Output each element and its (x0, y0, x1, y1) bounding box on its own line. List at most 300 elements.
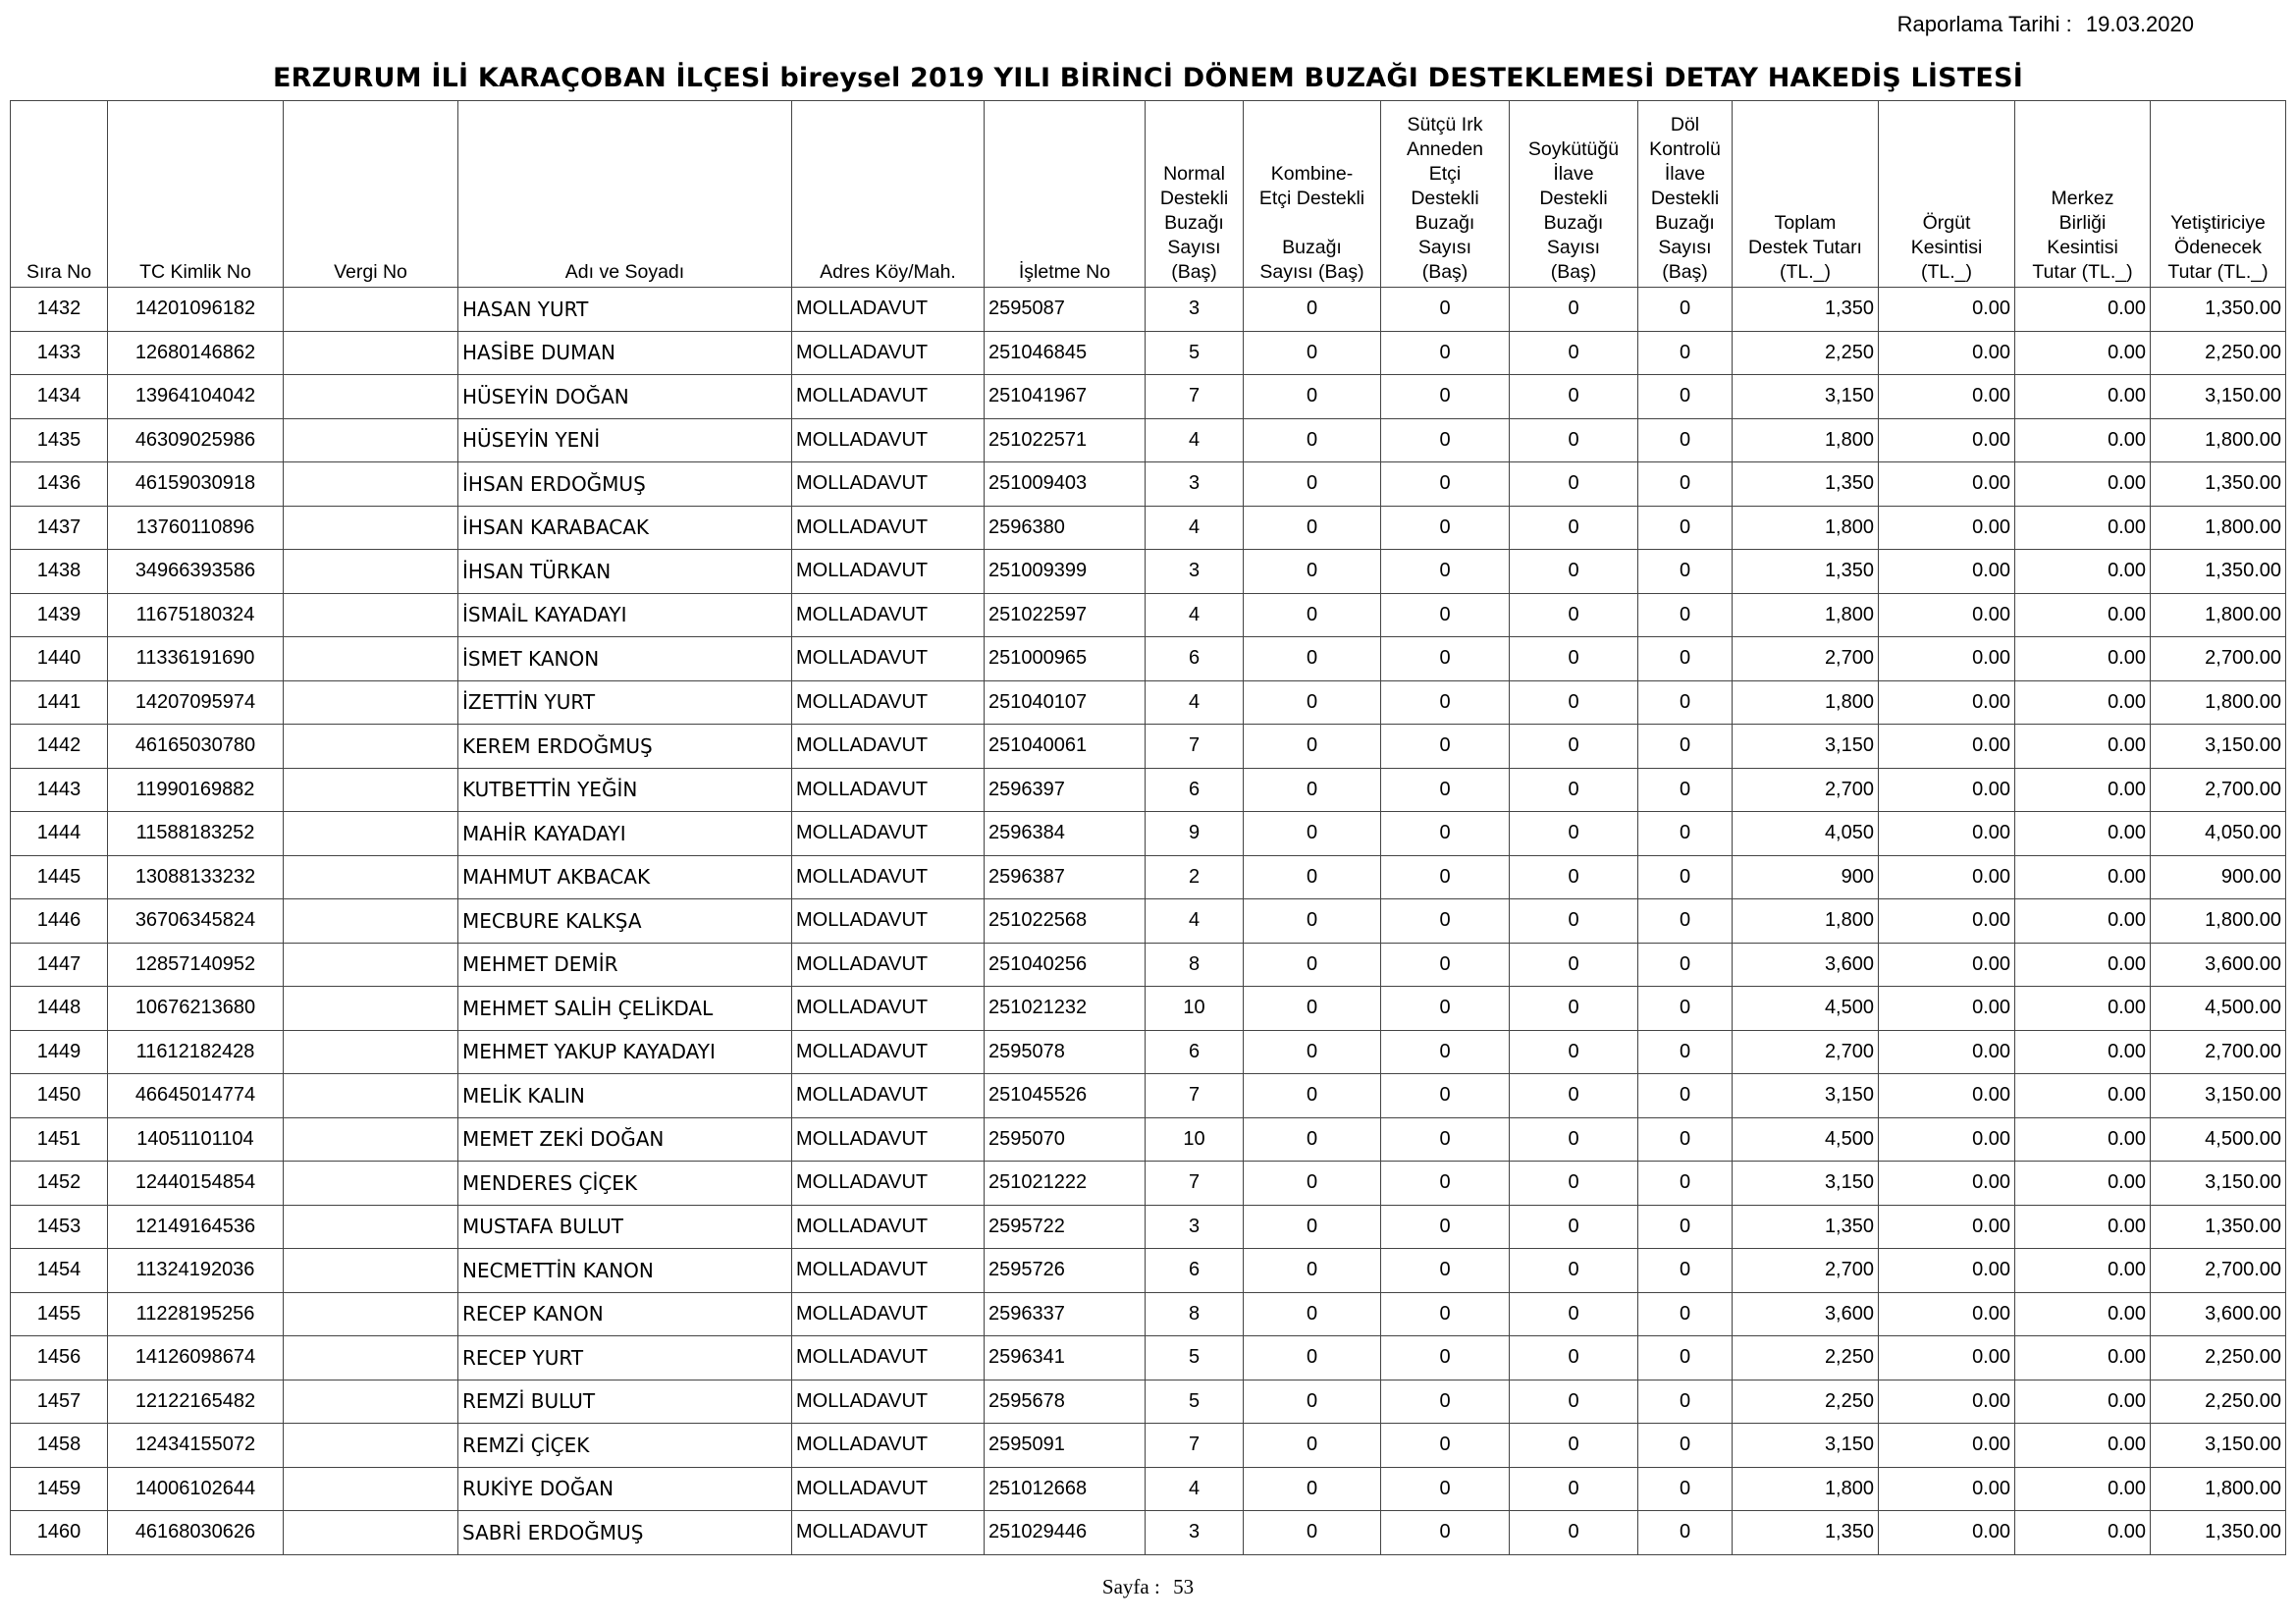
cell-tc-kimlik-no: 14201096182 (108, 288, 284, 332)
cell-soykutugu: 0 (1510, 1030, 1638, 1074)
cell-adres: MOLLADAVUT (792, 1074, 985, 1118)
cell-tc-kimlik-no: 13088133232 (108, 855, 284, 899)
cell-tc-kimlik-no: 46168030626 (108, 1511, 284, 1555)
cell-orgut-kesintisi: 0.00 (1879, 812, 2015, 856)
cell-sira-no: 1457 (11, 1380, 108, 1424)
cell-vergi-no (284, 1292, 458, 1336)
cell-odenecek-tutar: 1,800.00 (2151, 593, 2286, 637)
cell-orgut-kesintisi: 0.00 (1879, 768, 2015, 812)
table-row (11, 1424, 2286, 1468)
cell-normal-buzagi: 4 (1146, 506, 1244, 550)
cell-dol-kontrolu: 0 (1638, 1205, 1733, 1249)
cell-adi-soyadi: İZETTİN YURT (458, 680, 792, 725)
report-date-value: 19.03.2020 (2085, 12, 2194, 36)
cell-normal-buzagi: 2 (1146, 855, 1244, 899)
cell-kombine-etci: 0 (1244, 1030, 1381, 1074)
cell-kombine-etci: 0 (1244, 812, 1381, 856)
cell-toplam-destek: 3,150 (1733, 1424, 1879, 1468)
cell-normal-buzagi: 4 (1146, 680, 1244, 725)
cell-sira-no: 1436 (11, 462, 108, 507)
cell-adres: MOLLADAVUT (792, 768, 985, 812)
table-row (11, 1162, 2286, 1206)
cell-soykutugu: 0 (1510, 1162, 1638, 1206)
cell-isletme-no: 251012668 (985, 1467, 1146, 1511)
cell-sira-no: 1433 (11, 331, 108, 375)
cell-sira-no: 1460 (11, 1511, 108, 1555)
cell-adres: MOLLADAVUT (792, 1467, 985, 1511)
cell-isletme-no: 2595078 (985, 1030, 1146, 1074)
cell-vergi-no (284, 1205, 458, 1249)
cell-adres: MOLLADAVUT (792, 375, 985, 419)
cell-soykutugu: 0 (1510, 680, 1638, 725)
cell-sira-no: 1452 (11, 1162, 108, 1206)
cell-sira-no: 1449 (11, 1030, 108, 1074)
cell-sutcu-irk: 0 (1381, 331, 1510, 375)
cell-sira-no: 1459 (11, 1467, 108, 1511)
cell-tc-kimlik-no: 14207095974 (108, 680, 284, 725)
cell-odenecek-tutar: 3,600.00 (2151, 1292, 2286, 1336)
cell-tc-kimlik-no: 14051101104 (108, 1117, 284, 1162)
cell-sutcu-irk: 0 (1381, 1162, 1510, 1206)
cell-adi-soyadi: HASİBE DUMAN (458, 331, 792, 375)
cell-toplam-destek: 1,350 (1733, 550, 1879, 594)
cell-dol-kontrolu: 0 (1638, 1249, 1733, 1293)
cell-sira-no: 1453 (11, 1205, 108, 1249)
cell-adres: MOLLADAVUT (792, 855, 985, 899)
cell-isletme-no: 251021222 (985, 1162, 1146, 1206)
cell-vergi-no (284, 768, 458, 812)
cell-vergi-no (284, 1424, 458, 1468)
cell-isletme-no: 2595726 (985, 1249, 1146, 1293)
cell-soykutugu: 0 (1510, 375, 1638, 419)
cell-isletme-no: 251046845 (985, 331, 1146, 375)
cell-isletme-no: 251009403 (985, 462, 1146, 507)
cell-dol-kontrolu: 0 (1638, 637, 1733, 681)
col-header-vergi-no: Vergi No (284, 101, 458, 288)
cell-sira-no: 1456 (11, 1336, 108, 1380)
cell-soykutugu: 0 (1510, 1511, 1638, 1555)
cell-normal-buzagi: 3 (1146, 1205, 1244, 1249)
cell-normal-buzagi: 7 (1146, 375, 1244, 419)
cell-adi-soyadi: SABRİ ERDOĞMUŞ (458, 1511, 792, 1555)
cell-toplam-destek: 1,350 (1733, 462, 1879, 507)
cell-vergi-no (284, 1249, 458, 1293)
cell-sutcu-irk: 0 (1381, 855, 1510, 899)
cell-vergi-no (284, 1117, 458, 1162)
cell-dol-kontrolu: 0 (1638, 812, 1733, 856)
cell-merkez-birligi: 0.00 (2015, 680, 2151, 725)
cell-normal-buzagi: 4 (1146, 418, 1244, 462)
cell-sira-no: 1432 (11, 288, 108, 332)
cell-orgut-kesintisi: 0.00 (1879, 462, 2015, 507)
cell-merkez-birligi: 0.00 (2015, 1074, 2151, 1118)
page-footer (0, 1575, 2296, 1599)
col-header-toplam-destek: Toplam Destek Tutarı (TL._) (1733, 101, 1879, 288)
cell-adi-soyadi: KUTBETTİN YEĞİN (458, 768, 792, 812)
table-row (11, 1511, 2286, 1555)
cell-vergi-no (284, 1336, 458, 1380)
cell-soykutugu: 0 (1510, 637, 1638, 681)
cell-dol-kontrolu: 0 (1638, 768, 1733, 812)
cell-adi-soyadi: HÜSEYİN DOĞAN (458, 375, 792, 419)
table-row (11, 1117, 2286, 1162)
cell-odenecek-tutar: 1,800.00 (2151, 506, 2286, 550)
cell-soykutugu: 0 (1510, 288, 1638, 332)
cell-kombine-etci: 0 (1244, 1292, 1381, 1336)
cell-vergi-no (284, 943, 458, 987)
cell-tc-kimlik-no: 12440154854 (108, 1162, 284, 1206)
cell-merkez-birligi: 0.00 (2015, 987, 2151, 1031)
cell-sutcu-irk: 0 (1381, 1030, 1510, 1074)
cell-odenecek-tutar: 1,350.00 (2151, 1205, 2286, 1249)
cell-kombine-etci: 0 (1244, 1205, 1381, 1249)
cell-merkez-birligi: 0.00 (2015, 1205, 2151, 1249)
cell-dol-kontrolu: 0 (1638, 899, 1733, 944)
cell-normal-buzagi: 4 (1146, 899, 1244, 944)
cell-toplam-destek: 1,800 (1733, 593, 1879, 637)
cell-kombine-etci: 0 (1244, 1424, 1381, 1468)
cell-sutcu-irk: 0 (1381, 1292, 1510, 1336)
cell-isletme-no: 251040061 (985, 725, 1146, 769)
cell-merkez-birligi: 0.00 (2015, 1380, 2151, 1424)
col-header-adres: Adres Köy/Mah. (792, 101, 985, 288)
cell-orgut-kesintisi: 0.00 (1879, 331, 2015, 375)
cell-toplam-destek: 1,350 (1733, 288, 1879, 332)
cell-tc-kimlik-no: 46309025986 (108, 418, 284, 462)
cell-dol-kontrolu: 0 (1638, 1030, 1733, 1074)
cell-orgut-kesintisi: 0.00 (1879, 725, 2015, 769)
cell-soykutugu: 0 (1510, 506, 1638, 550)
col-header-odenecek-tutar: Yetiştiriciye Ödenecek Tutar (TL._) (2151, 101, 2286, 288)
payment-table (10, 100, 2286, 1555)
cell-adi-soyadi: MEHMET SALİH ÇELİKDAL (458, 987, 792, 1031)
cell-isletme-no: 251045526 (985, 1074, 1146, 1118)
cell-normal-buzagi: 6 (1146, 1249, 1244, 1293)
cell-isletme-no: 2596380 (985, 506, 1146, 550)
cell-merkez-birligi: 0.00 (2015, 855, 2151, 899)
cell-dol-kontrolu: 0 (1638, 331, 1733, 375)
cell-merkez-birligi: 0.00 (2015, 1424, 2151, 1468)
cell-adres: MOLLADAVUT (792, 1380, 985, 1424)
cell-adres: MOLLADAVUT (792, 987, 985, 1031)
cell-isletme-no: 251022571 (985, 418, 1146, 462)
cell-adi-soyadi: RECEP KANON (458, 1292, 792, 1336)
cell-kombine-etci: 0 (1244, 987, 1381, 1031)
table-row (11, 550, 2286, 594)
cell-orgut-kesintisi: 0.00 (1879, 418, 2015, 462)
cell-toplam-destek: 1,800 (1733, 418, 1879, 462)
table-row (11, 812, 2286, 856)
cell-sutcu-irk: 0 (1381, 550, 1510, 594)
cell-orgut-kesintisi: 0.00 (1879, 1030, 2015, 1074)
cell-sira-no: 1450 (11, 1074, 108, 1118)
cell-adi-soyadi: İSMAİL KAYADAYI (458, 593, 792, 637)
cell-adres: MOLLADAVUT (792, 1162, 985, 1206)
cell-odenecek-tutar: 2,700.00 (2151, 1249, 2286, 1293)
cell-isletme-no: 2595091 (985, 1424, 1146, 1468)
table-row (11, 768, 2286, 812)
cell-normal-buzagi: 5 (1146, 1336, 1244, 1380)
cell-normal-buzagi: 4 (1146, 1467, 1244, 1511)
cell-adi-soyadi: MECBURE KALKŞA (458, 899, 792, 944)
col-header-soykutugu: Soykütüğü İlave Destekli Buzağı Sayısı (Baş) (1510, 101, 1638, 288)
cell-adres: MOLLADAVUT (792, 288, 985, 332)
col-header-tc-kimlik-no: TC Kimlik No (108, 101, 284, 288)
cell-sira-no: 1454 (11, 1249, 108, 1293)
cell-odenecek-tutar: 2,250.00 (2151, 1336, 2286, 1380)
cell-kombine-etci: 0 (1244, 1467, 1381, 1511)
cell-vergi-no (284, 418, 458, 462)
cell-toplam-destek: 1,800 (1733, 899, 1879, 944)
cell-soykutugu: 0 (1510, 418, 1638, 462)
cell-merkez-birligi: 0.00 (2015, 1162, 2151, 1206)
cell-merkez-birligi: 0.00 (2015, 593, 2151, 637)
cell-adi-soyadi: MENDERES ÇİÇEK (458, 1162, 792, 1206)
cell-isletme-no: 251041967 (985, 375, 1146, 419)
cell-soykutugu: 0 (1510, 943, 1638, 987)
cell-soykutugu: 0 (1510, 987, 1638, 1031)
cell-adres: MOLLADAVUT (792, 1511, 985, 1555)
cell-sira-no: 1439 (11, 593, 108, 637)
cell-sira-no: 1455 (11, 1292, 108, 1336)
cell-merkez-birligi: 0.00 (2015, 1336, 2151, 1380)
cell-adres: MOLLADAVUT (792, 1117, 985, 1162)
cell-orgut-kesintisi: 0.00 (1879, 593, 2015, 637)
table-row (11, 1030, 2286, 1074)
cell-isletme-no: 251040256 (985, 943, 1146, 987)
cell-adi-soyadi: MAHİR KAYADAYI (458, 812, 792, 856)
cell-dol-kontrolu: 0 (1638, 1074, 1733, 1118)
cell-orgut-kesintisi: 0.00 (1879, 375, 2015, 419)
report-date-label: Raporlama Tarihi : (1896, 12, 2072, 36)
cell-orgut-kesintisi: 0.00 (1879, 987, 2015, 1031)
cell-toplam-destek: 4,500 (1733, 1117, 1879, 1162)
cell-soykutugu: 0 (1510, 725, 1638, 769)
cell-soykutugu: 0 (1510, 768, 1638, 812)
cell-merkez-birligi: 0.00 (2015, 768, 2151, 812)
table-row (11, 943, 2286, 987)
cell-odenecek-tutar: 4,050.00 (2151, 812, 2286, 856)
cell-merkez-birligi: 0.00 (2015, 812, 2151, 856)
cell-isletme-no: 2596387 (985, 855, 1146, 899)
cell-toplam-destek: 2,250 (1733, 1380, 1879, 1424)
cell-kombine-etci: 0 (1244, 680, 1381, 725)
cell-toplam-destek: 3,600 (1733, 943, 1879, 987)
cell-dol-kontrolu: 0 (1638, 550, 1733, 594)
cell-orgut-kesintisi: 0.00 (1879, 1162, 2015, 1206)
cell-sira-no: 1447 (11, 943, 108, 987)
cell-adres: MOLLADAVUT (792, 1030, 985, 1074)
cell-kombine-etci: 0 (1244, 1162, 1381, 1206)
cell-odenecek-tutar: 1,350.00 (2151, 550, 2286, 594)
cell-orgut-kesintisi: 0.00 (1879, 1249, 2015, 1293)
cell-dol-kontrolu: 0 (1638, 506, 1733, 550)
cell-sira-no: 1437 (11, 506, 108, 550)
col-header-merkez-birligi: Merkez Birliği Kesintisi Tutar (TL._) (2015, 101, 2151, 288)
cell-soykutugu: 0 (1510, 1117, 1638, 1162)
cell-sutcu-irk: 0 (1381, 680, 1510, 725)
cell-adi-soyadi: MEHMET DEMİR (458, 943, 792, 987)
cell-odenecek-tutar: 1,350.00 (2151, 288, 2286, 332)
cell-orgut-kesintisi: 0.00 (1879, 1117, 2015, 1162)
cell-tc-kimlik-no: 11675180324 (108, 593, 284, 637)
cell-tc-kimlik-no: 11324192036 (108, 1249, 284, 1293)
cell-isletme-no: 2596341 (985, 1336, 1146, 1380)
cell-soykutugu: 0 (1510, 331, 1638, 375)
cell-toplam-destek: 2,250 (1733, 331, 1879, 375)
cell-sira-no: 1443 (11, 768, 108, 812)
cell-odenecek-tutar: 1,800.00 (2151, 418, 2286, 462)
cell-sutcu-irk: 0 (1381, 375, 1510, 419)
cell-tc-kimlik-no: 36706345824 (108, 899, 284, 944)
cell-adres: MOLLADAVUT (792, 637, 985, 681)
cell-vergi-no (284, 1467, 458, 1511)
cell-odenecek-tutar: 1,350.00 (2151, 1511, 2286, 1555)
cell-orgut-kesintisi: 0.00 (1879, 680, 2015, 725)
cell-isletme-no: 2596384 (985, 812, 1146, 856)
cell-orgut-kesintisi: 0.00 (1879, 1467, 2015, 1511)
cell-vergi-no (284, 725, 458, 769)
cell-kombine-etci: 0 (1244, 943, 1381, 987)
cell-kombine-etci: 0 (1244, 637, 1381, 681)
cell-dol-kontrolu: 0 (1638, 987, 1733, 1031)
cell-kombine-etci: 0 (1244, 1074, 1381, 1118)
cell-kombine-etci: 0 (1244, 1336, 1381, 1380)
cell-adres: MOLLADAVUT (792, 899, 985, 944)
cell-sira-no: 1440 (11, 637, 108, 681)
cell-orgut-kesintisi: 0.00 (1879, 1511, 2015, 1555)
cell-orgut-kesintisi: 0.00 (1879, 1336, 2015, 1380)
col-header-adi-soyadi: Adı ve Soyadı (458, 101, 792, 288)
cell-kombine-etci: 0 (1244, 899, 1381, 944)
cell-sira-no: 1448 (11, 987, 108, 1031)
cell-sutcu-irk: 0 (1381, 1467, 1510, 1511)
cell-toplam-destek: 2,700 (1733, 768, 1879, 812)
cell-toplam-destek: 3,600 (1733, 1292, 1879, 1336)
cell-orgut-kesintisi: 0.00 (1879, 1424, 2015, 1468)
table-row (11, 1336, 2286, 1380)
col-header-sutcu-irk: Sütçü Irk Anneden Etçi Destekli Buzağı Sayısı (Baş) (1381, 101, 1510, 288)
cell-dol-kontrolu: 0 (1638, 855, 1733, 899)
cell-merkez-birligi: 0.00 (2015, 462, 2151, 507)
cell-soykutugu: 0 (1510, 1074, 1638, 1118)
cell-kombine-etci: 0 (1244, 331, 1381, 375)
cell-normal-buzagi: 4 (1146, 593, 1244, 637)
cell-sutcu-irk: 0 (1381, 1117, 1510, 1162)
cell-toplam-destek: 900 (1733, 855, 1879, 899)
cell-odenecek-tutar: 3,600.00 (2151, 943, 2286, 987)
cell-vergi-no (284, 812, 458, 856)
cell-merkez-birligi: 0.00 (2015, 331, 2151, 375)
cell-merkez-birligi: 0.00 (2015, 288, 2151, 332)
cell-adres: MOLLADAVUT (792, 550, 985, 594)
cell-tc-kimlik-no: 11612182428 (108, 1030, 284, 1074)
cell-toplam-destek: 4,500 (1733, 987, 1879, 1031)
cell-adi-soyadi: MAHMUT AKBACAK (458, 855, 792, 899)
cell-soykutugu: 0 (1510, 1205, 1638, 1249)
cell-orgut-kesintisi: 0.00 (1879, 1074, 2015, 1118)
cell-tc-kimlik-no: 14006102644 (108, 1467, 284, 1511)
cell-isletme-no: 2595678 (985, 1380, 1146, 1424)
cell-toplam-destek: 1,350 (1733, 1205, 1879, 1249)
cell-adres: MOLLADAVUT (792, 680, 985, 725)
cell-orgut-kesintisi: 0.00 (1879, 899, 2015, 944)
table-row (11, 1467, 2286, 1511)
cell-kombine-etci: 0 (1244, 768, 1381, 812)
cell-sutcu-irk: 0 (1381, 899, 1510, 944)
cell-odenecek-tutar: 2,700.00 (2151, 637, 2286, 681)
cell-merkez-birligi: 0.00 (2015, 899, 2151, 944)
cell-dol-kontrolu: 0 (1638, 593, 1733, 637)
cell-adres: MOLLADAVUT (792, 418, 985, 462)
table-row (11, 288, 2286, 332)
cell-tc-kimlik-no: 12149164536 (108, 1205, 284, 1249)
cell-tc-kimlik-no: 10676213680 (108, 987, 284, 1031)
cell-dol-kontrolu: 0 (1638, 1380, 1733, 1424)
cell-orgut-kesintisi: 0.00 (1879, 943, 2015, 987)
cell-normal-buzagi: 3 (1146, 550, 1244, 594)
col-header-kombine-etci: Kombine- Etçi Destekli Buzağı Sayısı (Baş) (1244, 101, 1381, 288)
table-row (11, 1249, 2286, 1293)
cell-toplam-destek: 2,700 (1733, 637, 1879, 681)
cell-soykutugu: 0 (1510, 812, 1638, 856)
cell-sutcu-irk: 0 (1381, 1380, 1510, 1424)
cell-dol-kontrolu: 0 (1638, 1336, 1733, 1380)
cell-kombine-etci: 0 (1244, 1380, 1381, 1424)
cell-sutcu-irk: 0 (1381, 1074, 1510, 1118)
cell-isletme-no: 2595087 (985, 288, 1146, 332)
document-title: ERZURUM İLİ KARAÇOBAN İLÇESİ bireysel 2019 YILI BİRİNCİ DÖNEM BUZAĞI DESTEKLEMESİ DETAY HAKEDİŞ LİSTESİ (273, 63, 2023, 93)
cell-dol-kontrolu: 0 (1638, 1292, 1733, 1336)
cell-dol-kontrolu: 0 (1638, 288, 1733, 332)
cell-merkez-birligi: 0.00 (2015, 1292, 2151, 1336)
cell-dol-kontrolu: 0 (1638, 1467, 1733, 1511)
cell-soykutugu: 0 (1510, 855, 1638, 899)
cell-tc-kimlik-no: 46165030780 (108, 725, 284, 769)
cell-normal-buzagi: 3 (1146, 1511, 1244, 1555)
cell-isletme-no: 251000965 (985, 637, 1146, 681)
col-header-dol-kontrolu: Döl Kontrolü İlave Destekli Buzağı Sayısı (Baş) (1638, 101, 1733, 288)
cell-vergi-no (284, 462, 458, 507)
cell-soykutugu: 0 (1510, 1424, 1638, 1468)
cell-adi-soyadi: İHSAN TÜRKAN (458, 550, 792, 594)
cell-sira-no: 1441 (11, 680, 108, 725)
table-body (11, 288, 2286, 1555)
cell-normal-buzagi: 7 (1146, 725, 1244, 769)
cell-normal-buzagi: 8 (1146, 943, 1244, 987)
cell-isletme-no: 251040107 (985, 680, 1146, 725)
cell-soykutugu: 0 (1510, 593, 1638, 637)
cell-vergi-no (284, 550, 458, 594)
cell-adi-soyadi: İHSAN ERDOĞMUŞ (458, 462, 792, 507)
cell-tc-kimlik-no: 11228195256 (108, 1292, 284, 1336)
table-row (11, 725, 2286, 769)
cell-sutcu-irk: 0 (1381, 288, 1510, 332)
cell-dol-kontrolu: 0 (1638, 1162, 1733, 1206)
cell-adres: MOLLADAVUT (792, 1336, 985, 1380)
cell-tc-kimlik-no: 12122165482 (108, 1380, 284, 1424)
cell-normal-buzagi: 7 (1146, 1074, 1244, 1118)
table-row (11, 1292, 2286, 1336)
cell-kombine-etci: 0 (1244, 855, 1381, 899)
table-row (11, 418, 2286, 462)
cell-orgut-kesintisi: 0.00 (1879, 1380, 2015, 1424)
cell-adres: MOLLADAVUT (792, 1205, 985, 1249)
cell-isletme-no: 2596397 (985, 768, 1146, 812)
cell-kombine-etci: 0 (1244, 1511, 1381, 1555)
cell-sutcu-irk: 0 (1381, 462, 1510, 507)
cell-tc-kimlik-no: 11336191690 (108, 637, 284, 681)
